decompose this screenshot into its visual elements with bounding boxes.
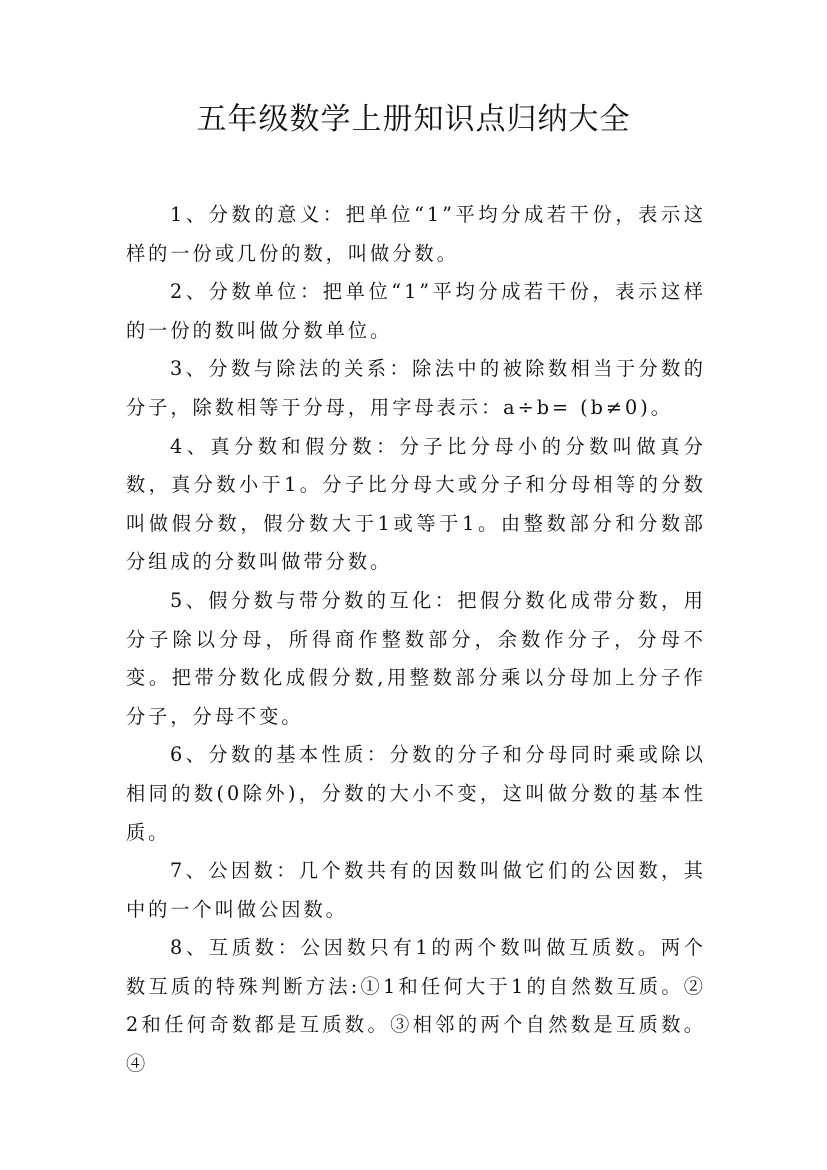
- paragraph-7: 7、公因数：几个数共有的因数叫做它们的公因数，其中的一个叫做公因数。: [126, 859, 706, 921]
- paragraph-2: 2、分数单位：把单位“1”平均分成若干份，表示这样的一份的数叫做分数单位。: [126, 280, 706, 342]
- paragraph-3: 3、分数与除法的关系：除法中的被除数相当于分数的分子，除数相等于分母，用字母表示：a÷b= (b≠0)。: [126, 357, 706, 419]
- paragraph-5: 5、假分数与带分数的互化：把假分数化成带分数，用分子除以分母，所得商作整数部分，余数作分子，分母不变。把带分数化成假分数,用整数部分乘以分母加上分子作分子，分母不变。: [126, 588, 706, 728]
- document-title: 五年级数学上册知识点归纳大全: [196, 102, 631, 137]
- paragraph-1: 1、分数的意义：把单位“1”平均分成若干份，表示这样的一份或几份的数，叫做分数。: [126, 203, 706, 265]
- paragraph-4: 4、真分数和假分数：分子比分母小的分数叫做真分数，真分数小于1。分子比分母大或分子和分母相等的分数叫做假分数，假分数大于1或等于1。由整数部分和分数部分组成的分数叫做带分数。: [126, 434, 706, 574]
- paragraph-6: 6、分数的基本性质：分数的分子和分母同时乘或除以相同的数(0除外)，分数的大小不变，这叫做分数的基本性质。: [126, 743, 706, 844]
- paragraph-8: 8、互质数：公因数只有1的两个数叫做互质数。两个数互质的特殊判断方法:①1和任何大于1的自然数互质。②2和任何奇数都是互质数。③相邻的两个自然数是互质数。④: [126, 936, 706, 1076]
- document-body: [126, 196, 706, 1084]
